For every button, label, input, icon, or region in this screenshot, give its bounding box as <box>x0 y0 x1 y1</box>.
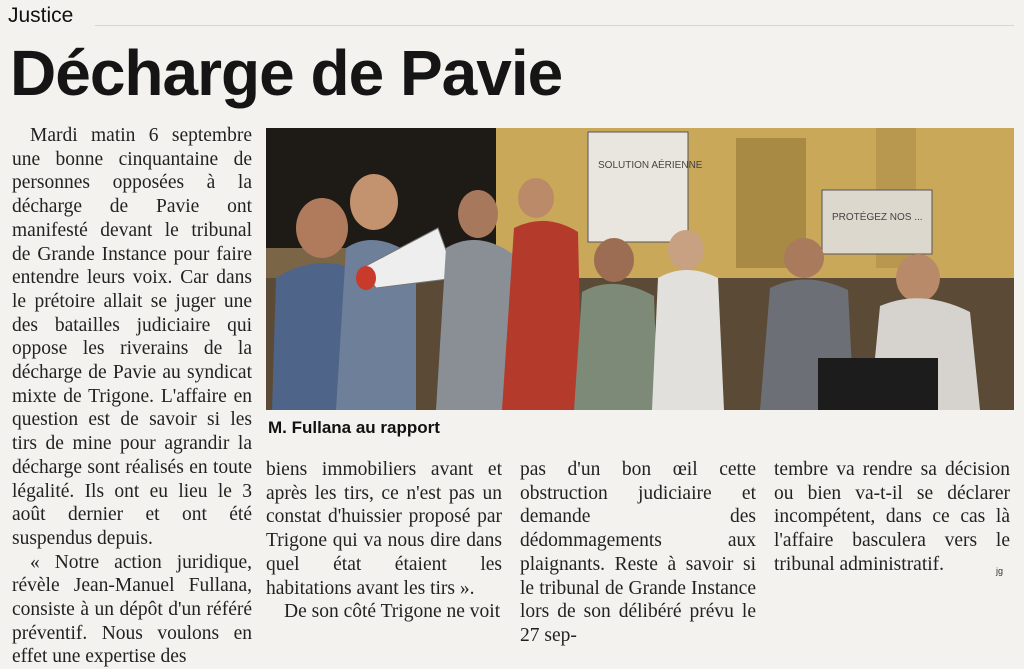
section-divider <box>95 25 1014 26</box>
sign-text: SOLUTION AÉRIENNE <box>598 160 703 171</box>
person-head <box>594 238 634 282</box>
person-head <box>668 230 704 270</box>
person-body <box>574 284 658 410</box>
paragraph: De son côté Trigone ne voit <box>284 601 501 623</box>
sign-text: PROTÉGEZ NOS ... <box>832 212 923 223</box>
person-head <box>518 178 554 218</box>
headline: Décharge de Pavie <box>10 37 563 109</box>
person-body <box>502 221 582 410</box>
paragraph: tembre va rendre sa décision ou bien va-t-il se déclarer incompétent, dans ce cas là l'affaire basculera vers le tribunal administratif. <box>774 459 1010 575</box>
photo-caption: M. Fullana au rapport <box>268 418 440 437</box>
camera-equipment <box>818 358 938 410</box>
article-column-2 <box>266 458 502 624</box>
article-column-1 <box>12 124 252 669</box>
paragraph: Mardi matin 6 septembre une bonne cinquantaine de personnes opposées à la décharge de Pavie ont manifesté devant le tribunal de Grande Instance pour faire entendre leurs voix. Car dans le prétoire allait se juger une des batailles judiciaire qui oppose les riverains de la décharge de Pavie au syndicat mixte de Trigone. L'affaire en question est de savoir si les tirs de mine pour agrandir la décharge sont réalisés en toute légalité. Ils ont eu lieu le 3 août dernier et ont été suspendus depuis. <box>12 125 252 549</box>
person-head <box>784 238 824 278</box>
news-photo <box>266 128 1014 410</box>
protest-illustration <box>266 128 1014 410</box>
megaphone-handle <box>356 266 376 290</box>
person-head <box>896 254 940 302</box>
protest-sign <box>588 132 688 242</box>
person-head <box>350 174 398 230</box>
person-head <box>296 198 348 258</box>
person-head <box>458 190 498 238</box>
paragraph: pas d'un bon œil cette obstruction judiciaire et demande des dédommagements aux plaignants. Reste à savoir si le tribunal de Grande Instance lors de son délibéré prévu le 27 sep- <box>520 459 756 646</box>
paragraph: « Notre action juridique, révèle Jean-Manuel Fullana, consiste à un dépôt d'un référé préventif. Nous voulons en effet une expertise des <box>12 551 252 668</box>
article-column-3 <box>520 458 756 648</box>
paragraph: biens immobiliers avant et après les tirs, ce n'est pas un constat d'huissier proposé par Trigone qui va nous dire dans quel état étaient les habitations avant les tirs ». <box>266 459 502 599</box>
author-signature: jg <box>996 566 1004 576</box>
article-column-4 <box>774 458 1010 577</box>
person-body <box>652 270 724 410</box>
section-rubric: Justice <box>8 4 74 27</box>
